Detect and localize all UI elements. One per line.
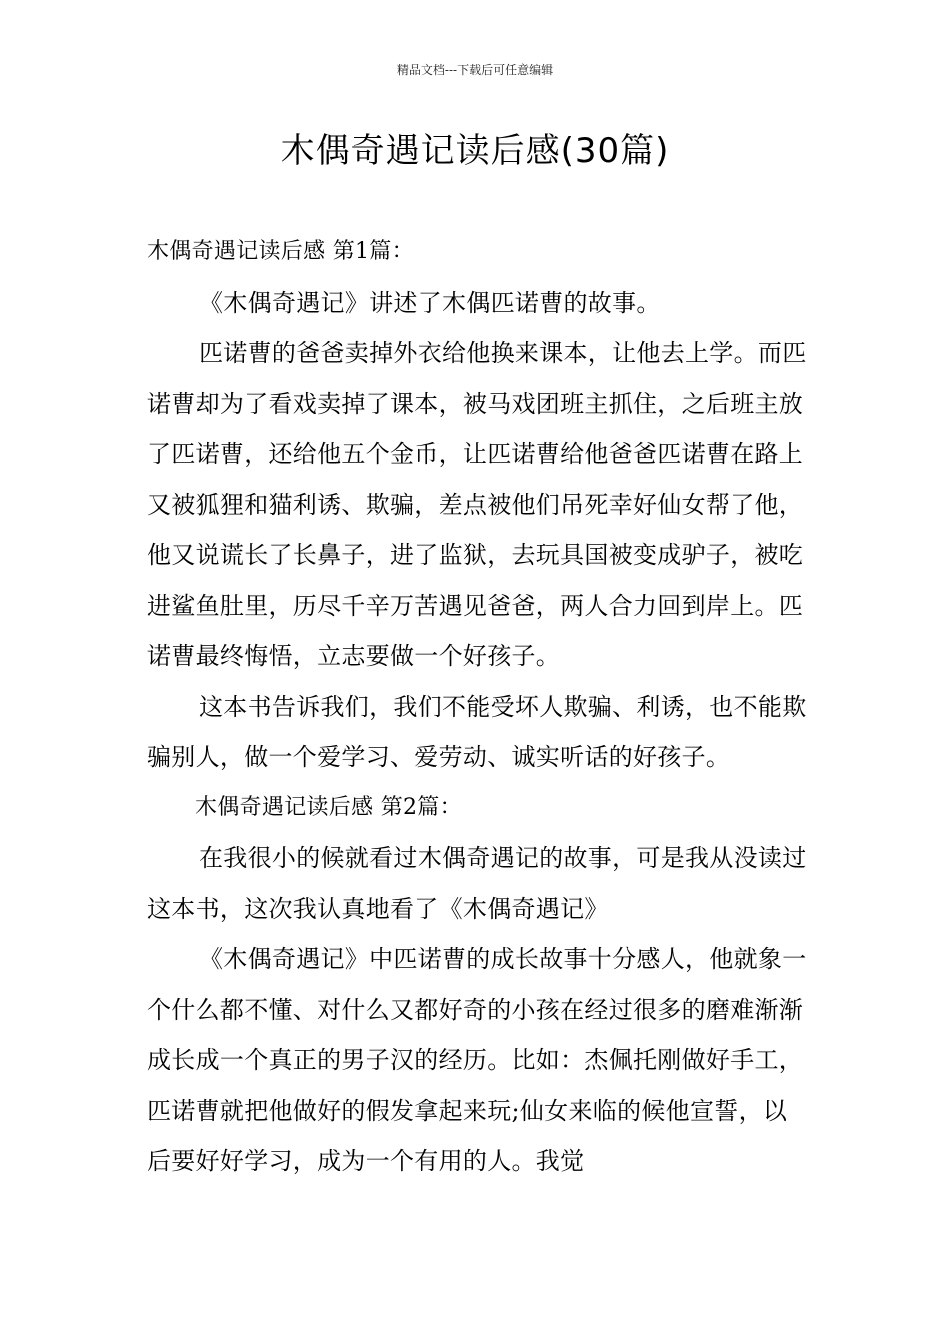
- document-title: 木偶奇遇记读后感(30篇): [280, 131, 670, 171]
- paragraph: 这本书告诉我们，我们不能受坏人欺骗、利诱，也不能欺骗别人，做一个爱学习、爱劳动、诚实听话的好孩子。: [147, 692, 807, 771]
- section-heading-1: 木偶奇遇记读后感 第1篇：: [147, 239, 414, 264]
- paragraph: 在我很小的候就看过木偶奇遇记的故事，可是我从没读过这本书，这次我认真地看了《木偶奇遇记》: [147, 844, 807, 923]
- paragraph: 《木偶奇遇记》讲述了木偶匹诺曹的故事。: [199, 288, 661, 317]
- section-heading-2: 木偶奇遇记读后感 第2篇：: [195, 794, 462, 820]
- paragraph: 《木偶奇遇记》中匹诺曹的成长故事十分感人，他就象一个什么都不懂、对什么又都好奇的小孩在经过很多的磨难渐渐成长成一个真正的男子汉的经历。比如：杰佩托刚做好手工，匹诺曹就把他做好的假发拿起来玩;仙女来临的候他宣誓，以后要好好学习，成为一个有用的人。我觉: [147, 945, 807, 1175]
- header-note: 精品文档---下载后可任意编辑: [396, 63, 554, 77]
- paragraph: 匹诺曹的爸爸卖掉外衣给他换来课本，让他去上学。而匹诺曹却为了看戏卖掉了课本，被马戏团班主抓住，之后班主放了匹诺曹，还给他五个金币，让匹诺曹给他爸爸匹诺曹在路上又被狐狸和猫利诱、欺骗，差点被他们吊死幸好仙女帮了他，他又说谎长了长鼻子，进了监狱，去玩具国被变成驴子，被吃进鲨鱼肚里，历尽千辛万苦遇见爸爸，两人合力回到岸上。匹诺曹最终悔悟，立志要做一个好孩子。: [147, 339, 807, 670]
- document-body: [147, 227, 811, 1187]
